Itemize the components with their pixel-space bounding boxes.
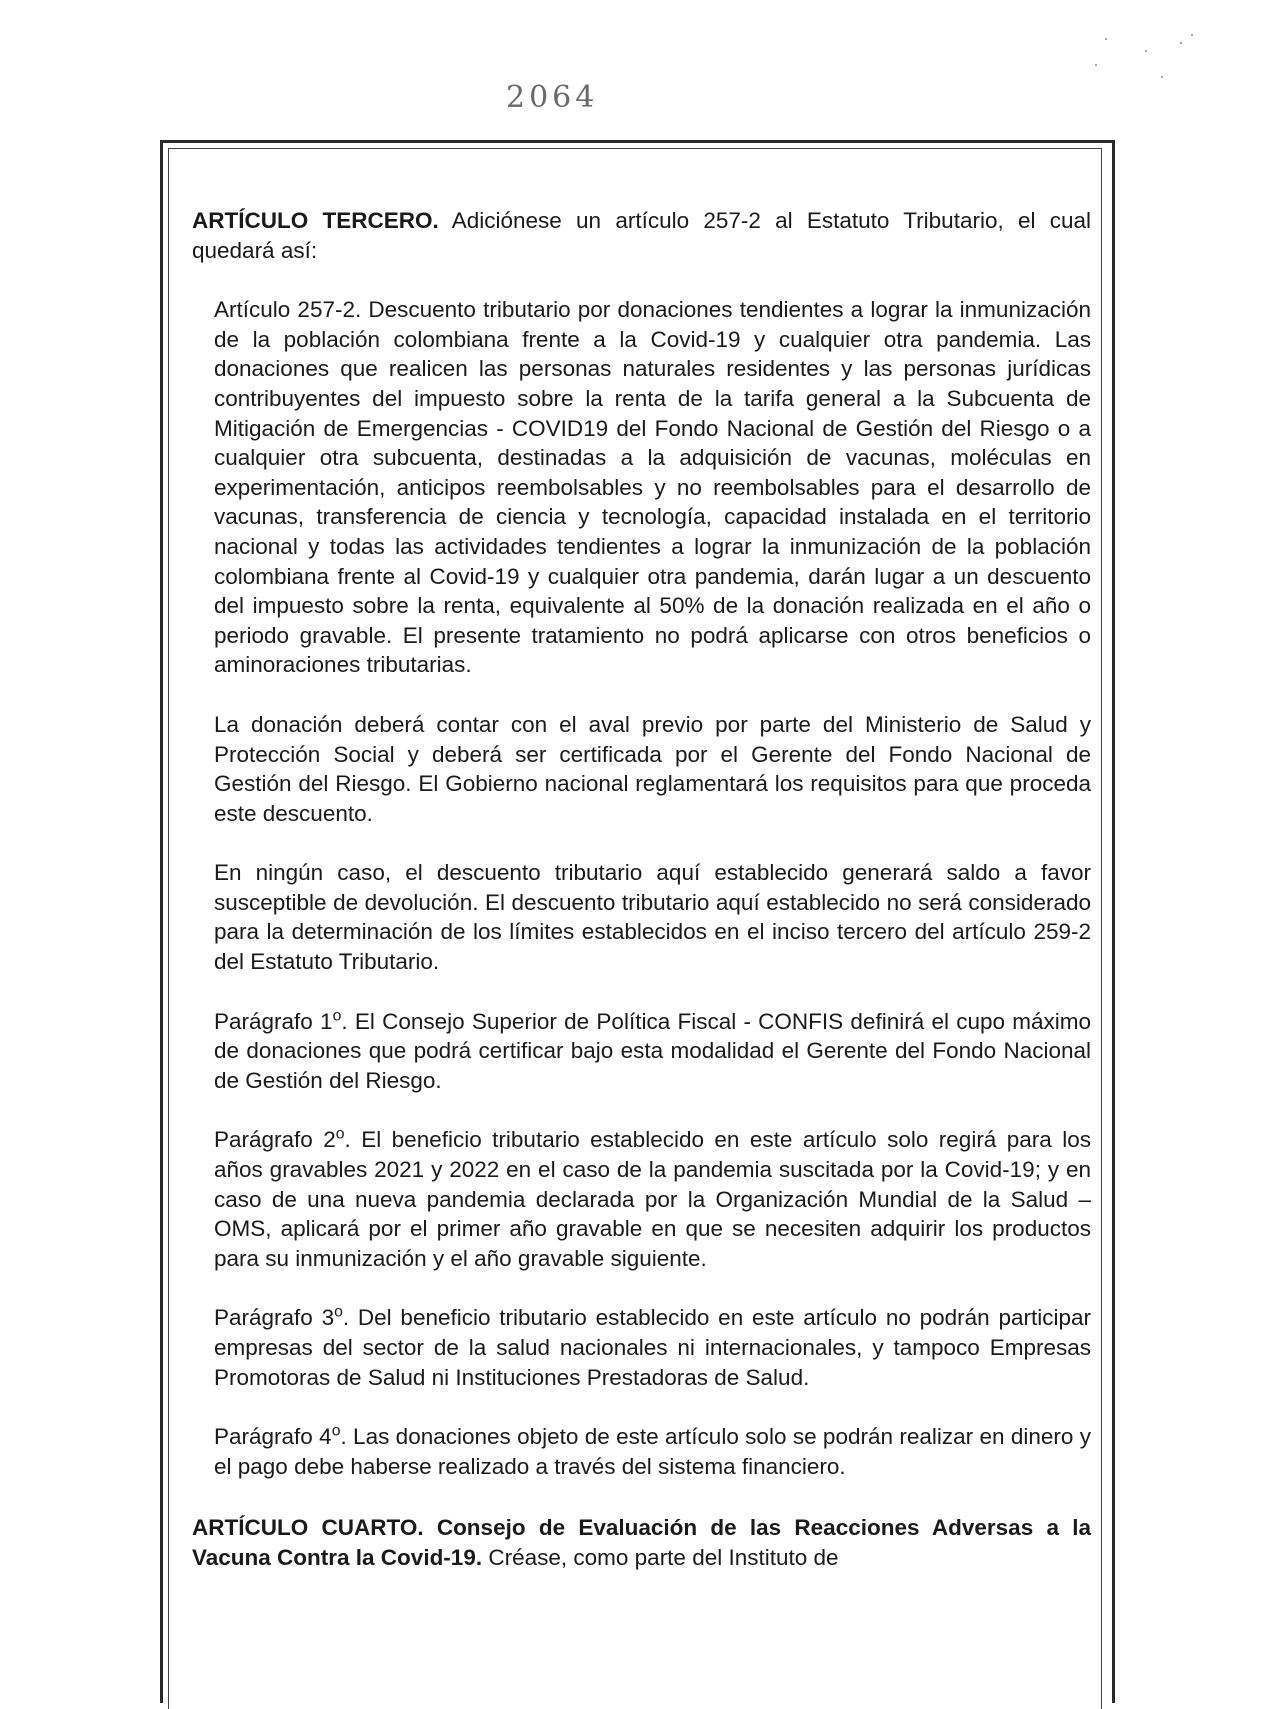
articulo-tercero bbox=[192, 206, 1091, 265]
aval-paragraph: La donación deberá contar con el aval previo por parte del Ministerio de Salud y Protección Social y deberá ser certificada por el Gerente del Fondo Nacional de Gestión del Riesgo. El Gobierno nacional reglamentará los requisitos para que proceda este descuento. bbox=[214, 711, 1091, 826]
paragrafo-1: Parágrafo 1$^o$. El Consejo Superior de Política Fiscal - CONFIS definirá el cupo máximo de donaciones que podrá certificar bajo esta modalidad el Gerente del Fondo Nacional de Gestión del Riesgo. bbox=[214, 1007, 1092, 1093]
scan-specks bbox=[1095, 30, 1205, 90]
paragrafo-3: Parágrafo 3$^o$. Del beneficio tributario establecido en este artículo no podrán participar empresas del sector de la salud nacionales ni internacionales, y tampoco Empresas Promotoras de Salud ni Instituciones Prestadoras de Salud. bbox=[214, 1303, 1091, 1390]
articulo-tercero-heading: ARTÍCULO TERCERO. bbox=[192, 208, 439, 233]
paragrafo-2: Parágrafo 2$^o$. El beneficio tributario establecido en este artículo solo regirá para los años gravables 2021 y 2022 en el caso de la pandemia suscitada por la Covid-19; y en caso de una nueva pandemia declarada por la Organización Mundial de la Salud – OMS, aplicará por el primer año gravable en que se necesiten adquirir los productos para su inmunización y el año gravable siguiente. bbox=[214, 1125, 1091, 1271]
articulo-cuarto-text: Créase, como parte del Instituto de bbox=[488, 1544, 839, 1570]
articulo-cuarto bbox=[192, 1513, 1091, 1572]
articulo-cuarto-heading: ARTÍCULO CUARTO. Consejo de Evaluación de las Reacciones Adversas a la Vacuna Contra la Covid-19. bbox=[192, 1515, 1091, 1570]
saldo-paragraph: En ningún caso, el descuento tributario aquí establecido generará saldo a favor susceptible de devolución. El descuento tributario aquí establecido no será considerado para la determinación de los límites establecidos en el inciso tercero del artículo 259-2 del Estatuto Tributario. bbox=[214, 860, 1091, 975]
page-number: 2064 bbox=[506, 80, 599, 115]
quoted-article-block bbox=[192, 295, 1091, 1481]
articulo-tercero-intro: Adiciónese un artículo 257-2 al Estatuto Tributario, el cual quedará así: bbox=[192, 208, 1091, 263]
article-257-2-paragraph: Artículo 257-2. Descuento tributario por donaciones tendientes a lograr la inmunización de la población colombiana frente a la Covid-19 y cualquier otra pandemia. Las donaciones que realicen las personas naturales residentes y las personas jurídicas contribuyentes del impuesto sobre la renta de la tarifa general a la Subcuenta de Mitigación de Emergencias - COVID19 del Fondo Nacional de Gestión del Riesgo o a cualquier otra subcuenta, destinadas a la adquisición de vacunas, moléculas en experimentación, anticipos reembolsables y no reembolsables para el desarrollo de vacunas, transferencia de ciencia y tecnología, capacidad instalada en el territorio nacional y todas las actividades tendientes a lograr la inmunización de la población colombiana frente al Covid-19 y cualquier otra pandemia, darán lugar a un descuento del impuesto sobre la renta, equivalente al 50% de la donación realizada en el año o periodo gravable. El presente tratamiento no podrá aplicarse con otros beneficios o aminoraciones tributarias. bbox=[214, 297, 1091, 678]
paragrafo-4: Parágrafo 4$^o$. Las donaciones objeto de este artículo solo se podrán realizar en dinero y el pago debe haberse realizado a través del sistema financiero. bbox=[214, 1422, 1091, 1479]
document-body bbox=[192, 206, 1091, 1573]
